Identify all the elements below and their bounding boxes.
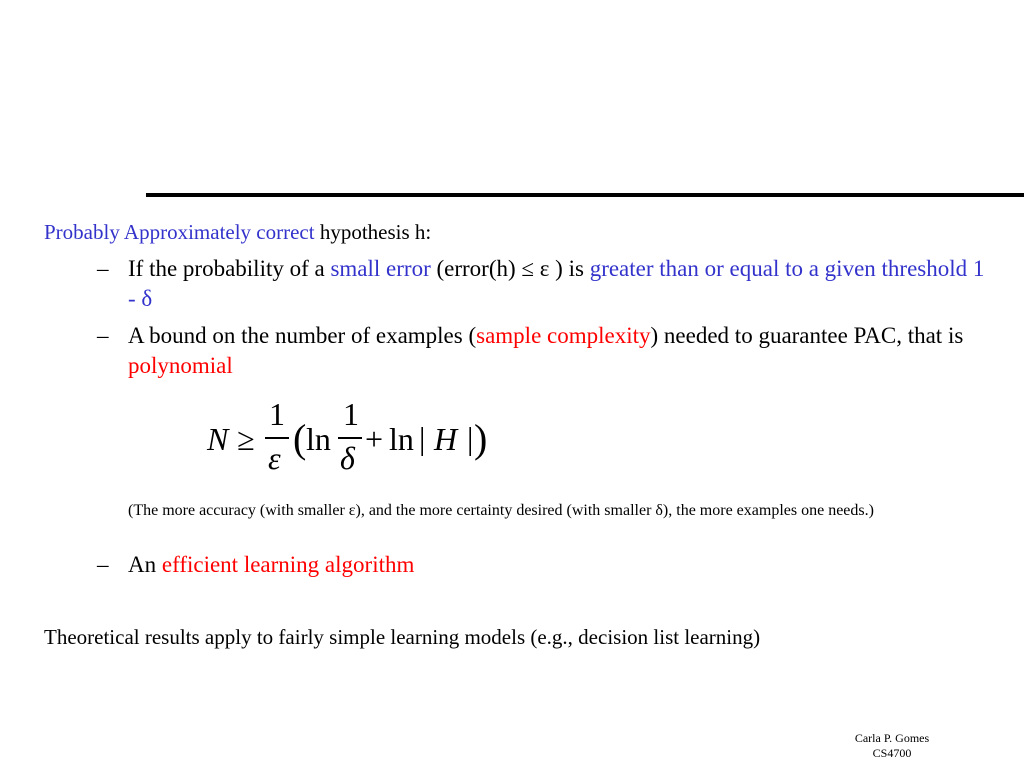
sample-complexity-formula: [205, 396, 505, 482]
bullet-highlight-sample-complexity: sample complexity: [476, 323, 651, 348]
bullet-highlight-threshold: greater than or equal to a given threshold 1 - δ: [128, 256, 985, 311]
formula-bar-right: |: [467, 420, 474, 456]
title-divider-rule: [146, 193, 1024, 197]
bullet-dash: –: [97, 323, 109, 348]
slide-footer: [832, 731, 952, 761]
formula-bar-left: |: [419, 420, 426, 456]
bullet-text: (error(h) ≤ ε ) is: [430, 256, 590, 281]
formula-left-paren: (: [293, 416, 307, 461]
formula-numerator-2: 1: [343, 396, 359, 432]
footer-course: CS4700: [872, 746, 912, 760]
bullet-dash: –: [97, 256, 109, 281]
formula-delta: δ: [340, 440, 355, 476]
footer-author: Carla P. Gomes: [854, 731, 930, 745]
fraction-bar-delta: [338, 437, 362, 439]
formula-n: N: [207, 421, 229, 457]
formula-epsilon: ε: [268, 440, 281, 476]
formula-ln-1: ln: [306, 421, 331, 457]
bullet-efficient-algorithm: [97, 550, 988, 580]
bullet-highlight-small-error: small error: [330, 256, 431, 281]
formula-numerator-1: 1: [269, 396, 285, 432]
formula-right-paren: ): [474, 416, 488, 461]
intro-line: [44, 219, 431, 245]
bullet-text: A bound on the number of examples (: [128, 323, 477, 348]
intro-rest: hypothesis h:: [314, 220, 432, 244]
bullet-text: If the probability of a: [128, 256, 331, 281]
formula-plus: +: [365, 421, 384, 457]
formula-ln-2: ln: [389, 421, 414, 457]
bullet-sample-complexity: [97, 321, 988, 381]
conclusion-text: Theoretical results apply to fairly simple learning models (e.g., decision list learning): [44, 625, 761, 649]
formula-note: (The more accuracy (with smaller ε), and the more certainty desired (with smaller δ), the more examples one needs.): [128, 502, 874, 519]
formula-h: H: [434, 421, 458, 457]
bullet-highlight-polynomial: polynomial: [128, 353, 233, 378]
bullet-text: An: [128, 552, 162, 577]
intro-highlight: Probably Approximately correct: [44, 220, 315, 244]
fraction-bar-epsilon: [265, 437, 289, 439]
bullet-highlight-efficient-algorithm: efficient learning algorithm: [161, 552, 415, 577]
bullet-dash: –: [97, 552, 109, 577]
formula-geq: ≥: [237, 421, 255, 457]
bullet-text: ) needed to guarantee PAC, that is: [650, 323, 964, 348]
bullet-error-threshold: [97, 254, 988, 314]
